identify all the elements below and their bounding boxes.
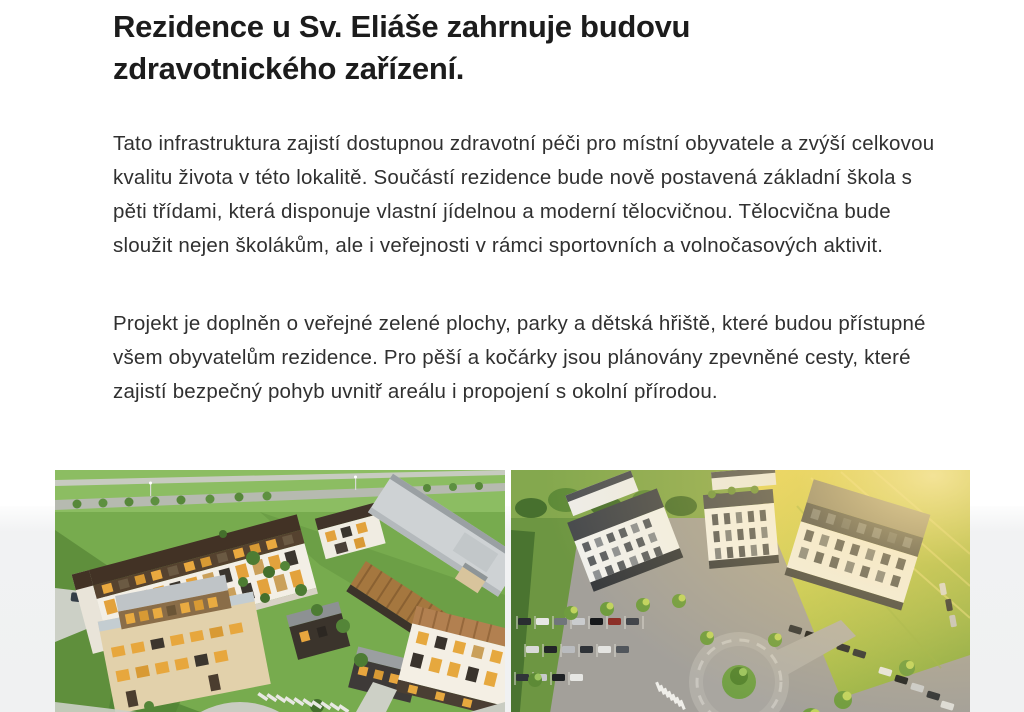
article-section bbox=[113, 0, 943, 409]
aerial-render-image bbox=[55, 470, 505, 712]
page-title: Rezidence u Sv. Eliáše zahrnuje budovu zdravotnického zařízení. bbox=[113, 9, 691, 86]
aerial-photo-image bbox=[511, 470, 970, 712]
paragraph-infrastructure: Tato infrastruktura zajistí dostupnou zdravotní péči pro místní obyvatele a zvýší celkovou kvalitu života v této lokalitě. Součástí rezidence bude nově postavená základní škola s pěti třídami, která disponuje vlastní jídelnou a moderní tělocvičnou. Tělocvična bude sloužit nejen školákům, ale i veřejnosti v rámci sportovních a volnočasových aktivit. bbox=[113, 132, 935, 257]
paragraph-project: Projekt je doplněn o veřejné zelené plochy, parky a dětská hřiště, které budou přístupné všem obyvatelům rezidence. Pro pěší a kočárky jsou plánovány zpevněné cesty, které zajistí bezpečný pohyb uvnitř areálu i propojení s okolní přírodou. bbox=[113, 312, 926, 403]
image-gallery bbox=[55, 470, 970, 712]
photo-illustration bbox=[511, 470, 970, 712]
render-illustration bbox=[55, 470, 505, 712]
